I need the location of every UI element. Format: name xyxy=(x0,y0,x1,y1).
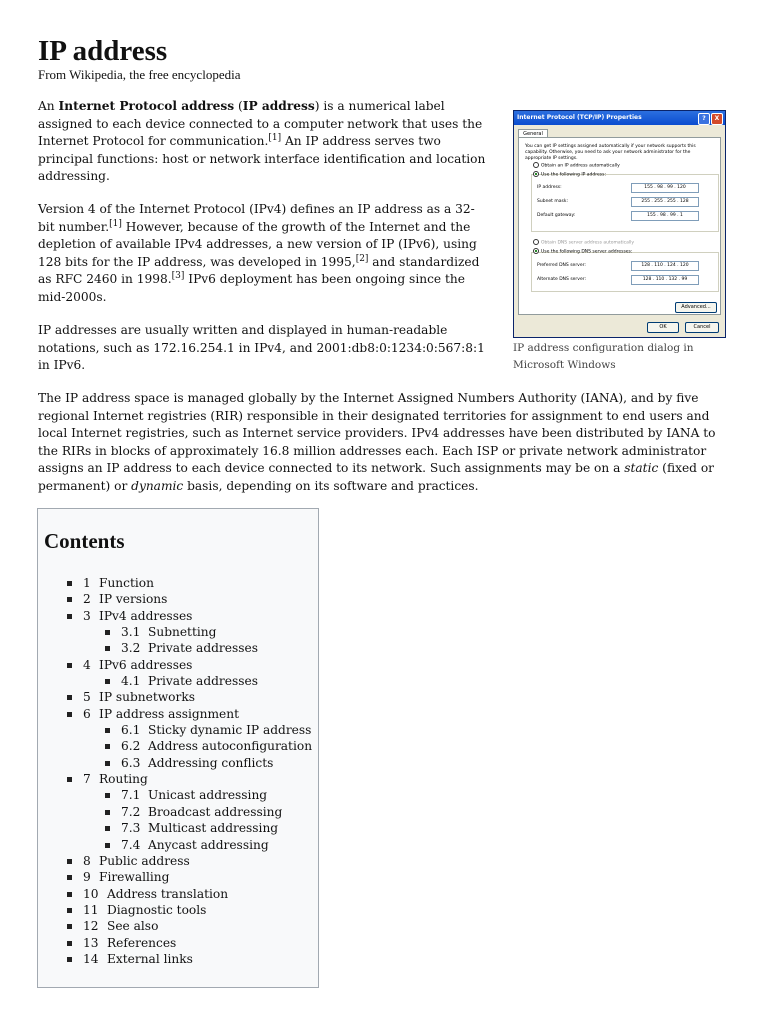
toc-item-text[interactable]: IPv6 addresses xyxy=(99,657,193,672)
figure-caption: IP address configuration dialog in Microsoft Windows xyxy=(513,342,694,371)
preferred-dns-field: 128 . 110 . 124 . 120 xyxy=(631,261,699,271)
ok-button: OK xyxy=(647,322,679,333)
toc-item-number[interactable]: 4 xyxy=(83,657,91,672)
intro-paragraph-2: Version 4 of the Internet Protocol (IPv4) defines an IP address as a 32-bit number.[1] However, because of the growth of the Internet and the depletion of available IPv4 addresses, a new version of IP (IPv6), using 128 bits for the IP address, was developed in 1995,[2] and standardized as RFC 2460 in 1998.[3] IPv6 deployment has been ongoing since the mid-2000s. xyxy=(38,202,480,304)
default-gateway-label: Default gateway: xyxy=(537,213,576,218)
subnet-mask-field: 255 . 255 . 255 . 128 xyxy=(631,197,699,207)
toc-item-text[interactable]: Private addresses xyxy=(148,641,258,656)
citation-link[interactable]: [1] xyxy=(268,133,282,144)
infobox-figure xyxy=(513,110,726,374)
toc-item-number[interactable]: 4.1 xyxy=(121,674,141,689)
toc-item-number[interactable]: 7 xyxy=(83,772,91,787)
toc-item-text[interactable]: Sticky dynamic IP address xyxy=(148,723,312,738)
preferred-dns-label: Preferred DNS server: xyxy=(537,263,586,268)
toc-title: Contents xyxy=(44,529,125,553)
toc-item-number[interactable]: 5 xyxy=(83,690,91,705)
toc-item-number[interactable]: 7.4 xyxy=(121,837,141,852)
toc-item-number[interactable]: 6.2 xyxy=(121,739,141,754)
bullet-icon xyxy=(105,843,110,848)
toc-item-text[interactable]: Anycast addressing xyxy=(148,837,269,852)
toc-item-text[interactable]: IP address assignment xyxy=(99,706,240,721)
toc-item-number[interactable]: 6 xyxy=(83,706,91,721)
intro-paragraph-4: The IP address space is managed globally by the Internet Assigned Numbers Authority (IANA), and by five regional Internet registries (RIR) responsible in their designated territories for assignment to end users and local Internet registries, such as Internet service providers. IPv4 addresses have been distributed by IANA to the RIRs in blocks of approximately 16.8 million addresses each. Each ISP or private network administrator assigns an IP address to each device connected to its network. Such assignments may be on a static (fixed or permanent) or dynamic basis, depending on its software and practices. xyxy=(38,391,716,493)
toc-item-text[interactable]: Addressing conflicts xyxy=(148,755,274,770)
dialog-tab-general: General xyxy=(518,129,548,138)
radio-auto-dns: Obtain DNS server address automatically xyxy=(533,239,634,247)
alternate-dns-label: Alternate DNS server: xyxy=(537,277,587,282)
citation-link[interactable]: [2] xyxy=(355,253,369,264)
tcpip-properties-dialog-image[interactable] xyxy=(513,110,726,338)
bullet-icon xyxy=(67,712,72,717)
bullet-icon xyxy=(105,630,110,635)
intro-paragraph-1: An Internet Protocol address (IP address) is a numerical label assigned to each device connected to a computer network that uses the Internet Protocol for communication.[1] An IP address serves two principal functions: host or network interface identification and location addressing. xyxy=(38,99,486,184)
close-icon: X xyxy=(711,113,723,125)
bullet-icon xyxy=(67,614,72,619)
toc-item-number[interactable]: 7.3 xyxy=(121,821,141,836)
bullet-icon xyxy=(67,957,72,962)
toc-item-text[interactable]: Function xyxy=(99,576,154,590)
toc-item-text[interactable]: Private addresses xyxy=(148,674,258,689)
toc-item-number[interactable]: 9 xyxy=(83,870,91,885)
citation-link[interactable]: [3] xyxy=(171,271,185,282)
toc-item-number[interactable]: 8 xyxy=(83,853,91,868)
dns-group-box xyxy=(531,252,719,292)
citation-link[interactable]: [1] xyxy=(109,218,122,229)
toc-item-text[interactable]: Diagnostic tools xyxy=(107,902,207,917)
bullet-icon xyxy=(105,761,110,766)
toc-item-text[interactable]: Routing xyxy=(99,772,148,787)
toc-item-text[interactable]: Address autoconfiguration xyxy=(148,739,313,754)
bullet-icon xyxy=(105,826,110,831)
toc-item-number[interactable]: 3.1 xyxy=(121,625,141,640)
toc-item-text[interactable]: External links xyxy=(107,951,193,966)
toc-item-number[interactable]: 12 xyxy=(83,919,99,934)
bullet-icon xyxy=(105,744,110,749)
toc-item-text[interactable]: IP versions xyxy=(99,592,168,607)
subnet-mask-label: Subnet mask: xyxy=(537,199,568,204)
toc-item-text[interactable]: Address translation xyxy=(107,886,229,901)
page-title: IP address xyxy=(38,35,168,67)
bold-term-ip-address: IP address xyxy=(242,99,315,113)
toc-item-number[interactable]: 7.2 xyxy=(121,804,141,819)
radio-manual-dns: Use the following DNS server addresses: xyxy=(533,248,632,256)
default-gateway-field: 155 . 98 . 99 . 1 xyxy=(631,211,699,221)
page-tagline: From Wikipedia, the free encyclopedia xyxy=(38,67,241,82)
toc-item-number[interactable]: 1 xyxy=(83,576,91,590)
intro-paragraph-3: IP addresses are usually written and displayed in human-readable notations, such as 172.16.254.1 in IPv4, and 2001:db8:0:1234:0:567:8:1 in IPv6. xyxy=(38,323,485,373)
toc-item-number[interactable]: 7.1 xyxy=(121,788,141,803)
dialog-title: Internet Protocol (TCP/IP) Properties xyxy=(517,114,642,121)
bullet-icon xyxy=(67,597,72,602)
toc-item-text[interactable]: Unicast addressing xyxy=(148,788,268,803)
advanced-button: Advanced... xyxy=(675,302,717,313)
bullet-icon xyxy=(105,679,110,684)
toc-item-text[interactable]: See also xyxy=(107,919,159,934)
bullet-icon xyxy=(105,646,110,651)
help-icon: ? xyxy=(698,113,710,125)
dialog-tab-panel xyxy=(518,137,721,315)
toc-item-text[interactable]: IPv4 addresses xyxy=(99,608,193,623)
bullet-icon xyxy=(67,581,72,586)
bullet-icon xyxy=(67,875,72,880)
alternate-dns-field: 128 . 110 . 132 . 99 xyxy=(631,275,699,285)
bullet-icon xyxy=(67,892,72,897)
toc-item-text[interactable]: Broadcast addressing xyxy=(148,804,283,819)
bullet-icon xyxy=(67,941,72,946)
toc-item-text[interactable]: IP subnetworks xyxy=(99,690,195,705)
toc-item-text[interactable]: Public address xyxy=(99,853,190,868)
toc-item-number[interactable]: 11 xyxy=(83,902,99,917)
toc-item-text[interactable]: Multicast addressing xyxy=(148,821,279,836)
toc-item-text[interactable]: Subnetting xyxy=(148,625,217,640)
radio-auto-ip: Obtain an IP address automatically xyxy=(533,162,620,170)
bullet-icon xyxy=(105,728,110,733)
italic-term-static: static xyxy=(624,461,659,476)
bold-term-internet-protocol-address: Internet Protocol address xyxy=(58,99,235,113)
toc-item-number[interactable]: 14 xyxy=(83,951,99,966)
toc-item-number[interactable]: 3 xyxy=(83,608,91,623)
dialog-description: You can get IP settings assigned automatically if your network supports this capability. Otherwise, you need to ask your network administrator for the appropriate IP settings. xyxy=(525,144,696,161)
dialog-title-bar xyxy=(514,111,725,125)
bullet-icon xyxy=(67,777,72,782)
bullet-icon xyxy=(67,908,72,913)
bullet-icon xyxy=(105,793,110,798)
italic-term-dynamic: dynamic xyxy=(131,478,184,493)
toc-item-number[interactable]: 2 xyxy=(83,592,91,607)
table-of-contents xyxy=(37,508,319,988)
bullet-icon xyxy=(67,924,72,929)
toc-item-number[interactable]: 3.2 xyxy=(121,641,141,656)
bullet-icon xyxy=(105,810,110,815)
toc-item-number[interactable]: 10 xyxy=(83,886,99,901)
toc-item-number[interactable]: 6.3 xyxy=(121,755,141,770)
bullet-icon xyxy=(67,695,72,700)
toc-item-text[interactable]: References xyxy=(107,935,177,950)
bullet-icon xyxy=(67,859,72,864)
toc-item-text[interactable]: Firewalling xyxy=(99,870,170,885)
toc-item-number[interactable]: 6.1 xyxy=(121,723,141,738)
cancel-button: Cancel xyxy=(685,322,719,333)
radio-manual-ip: Use the following IP address: xyxy=(533,171,606,179)
ip-address-label: IP address: xyxy=(537,185,562,190)
bullet-icon xyxy=(67,663,72,668)
toc-item-number[interactable]: 13 xyxy=(83,935,99,950)
ip-address-field: 155 . 98 . 99 . 120 xyxy=(631,183,699,193)
